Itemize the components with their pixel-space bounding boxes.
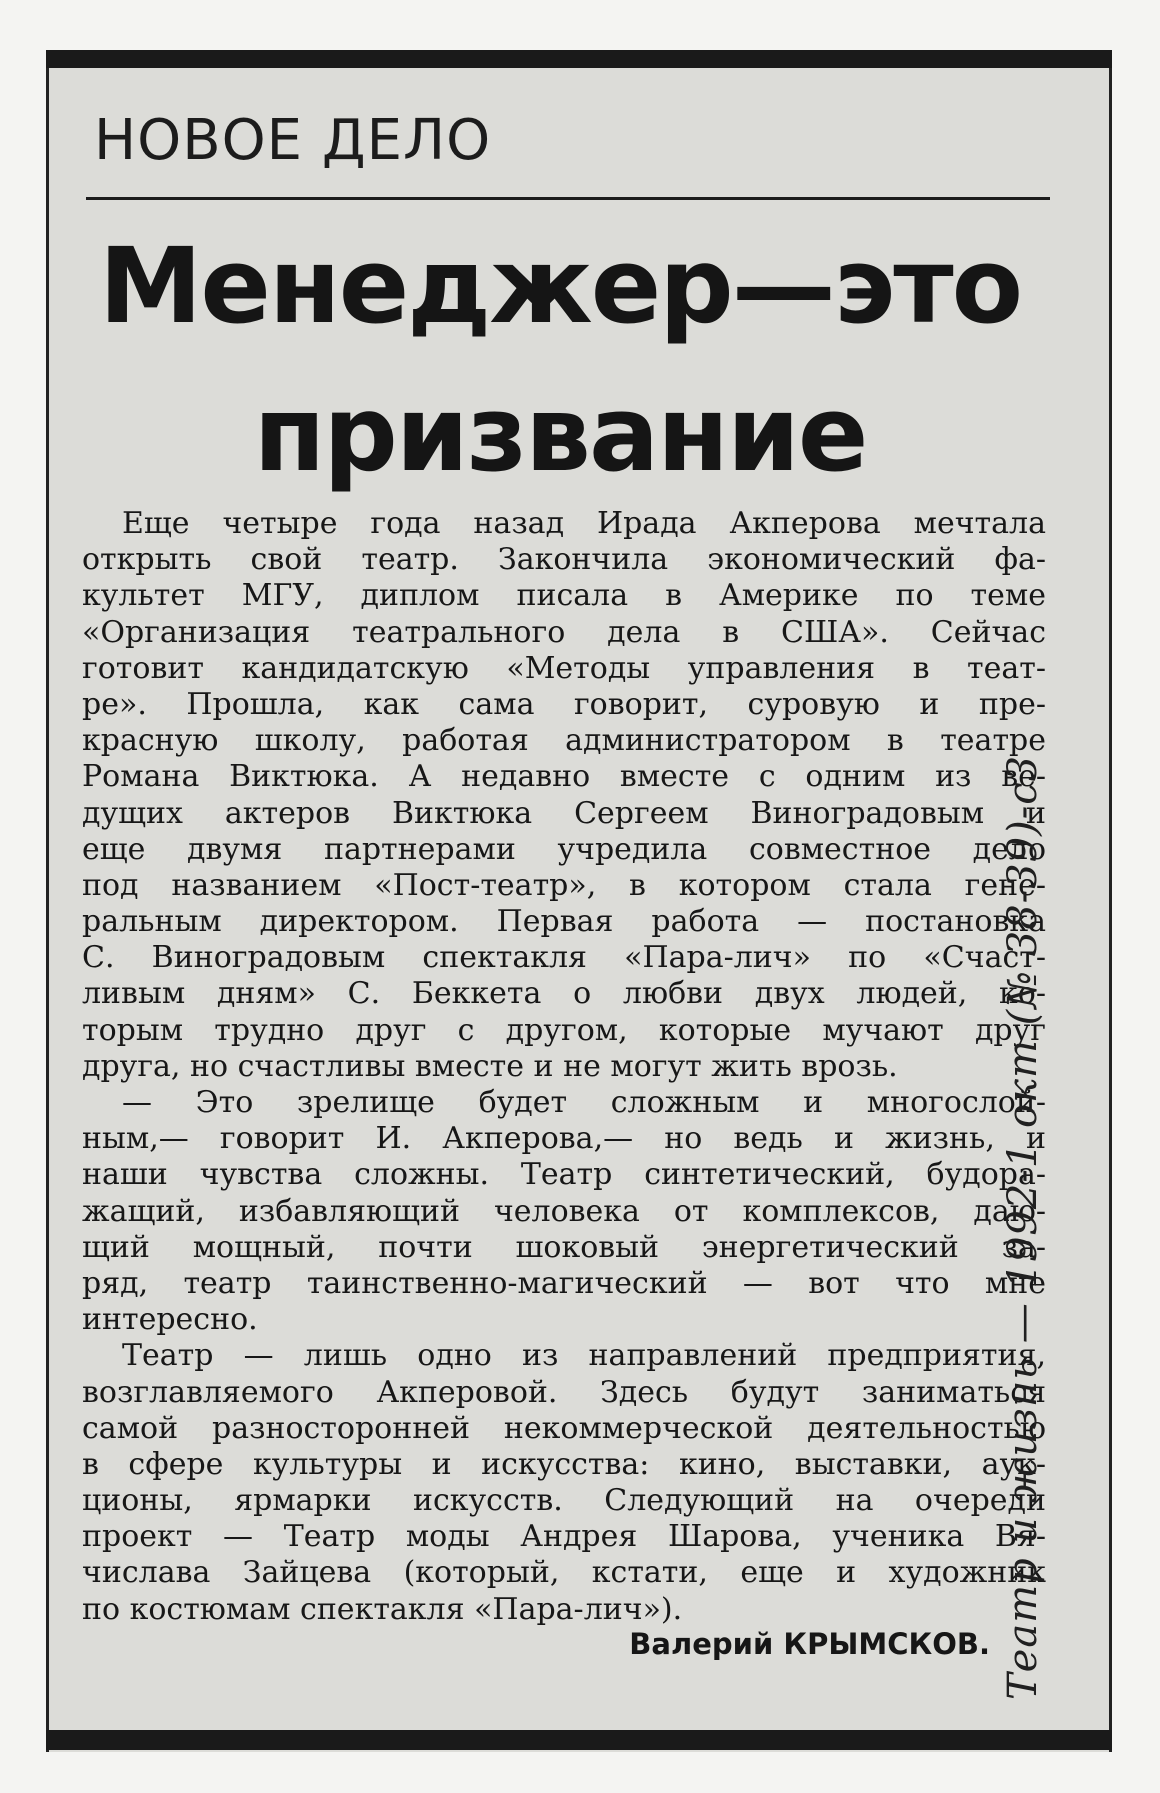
body-line: проект — Театр моды Андрея Шарова, ученика Вя- [82,1519,1046,1555]
article-body [82,506,1046,1628]
body-line: интересно. [82,1302,258,1338]
body-line: Романа Виктюка. А недавно вместе с одним из ве- [82,759,1046,795]
body-line: — Это зрелище будет сложным и многослой- [122,1085,1046,1120]
body-line: друга, но счастливы вместе и не могут жить врозь. [82,1048,898,1084]
handwritten-annotation: Театр и жизнь — 1992-1 окт (№ 38-39)-с3 [1000,754,1046,1700]
body-line: числава Зайцева (который, кстати, еще и художник [82,1555,1046,1591]
body-line: ливым дням» С. Беккета о любви двух людей, ко- [82,976,1046,1012]
top-border-bar [46,50,1112,68]
bottom-border-bar [46,1730,1112,1750]
author-byline: Валерий КРЫМСКОВ. [629,1627,990,1661]
body-line: возглавляемого Акперовой. Здесь будут заниматься [82,1374,1046,1410]
body-line: Театр — лишь одно из направлений предприятия, [122,1338,1046,1374]
body-line: ным,— говорит И. Акперова,— но ведь и жизнь, и [82,1121,1046,1157]
body-line: еще двумя партнерами учредила совместное дело [82,831,1046,867]
body-line: «Организация театрального дела в США». Сейчас [82,614,1046,650]
body-line: ряд, театр таинственно-магический — вот что мне [82,1265,1046,1301]
rubric-divider [86,197,1050,200]
body-line: по костюмам спектакля «Пара-лич»). [82,1591,683,1627]
body-line: под названием «Пост-театр», в котором стала гене- [82,867,1046,903]
body-line: жащий, избавляющий человека от комплексов, даю- [82,1193,1046,1229]
body-line: в сфере культуры и искусства: кино, выставки, аук- [82,1446,1046,1482]
body-line: открыть свой театр. Закончила экономический фа- [82,542,1046,578]
body-line: самой разносторонней некоммерческой деятельностью [82,1410,1046,1446]
body-line: Еще четыре года назад Ирада Акперова мечтала [122,506,1046,541]
article-headline [60,212,1060,508]
body-line: красную школу, работая администратором в театре [82,723,1046,759]
section-rubric: НОВОЕ ДЕЛО [94,108,492,173]
body-line: наши чувства сложны. Театр синтетический, будора- [82,1157,1046,1193]
body-line: готовит кандидатскую «Методы управления в теат- [82,650,1046,686]
body-line: торым трудно друг с другом, которые мучают друг [82,1012,1046,1048]
body-line: культет МГУ, диплом писала в Америке по теме [82,578,1046,614]
body-line: С. Виноградовым спектакля «Пара-лич» по «Счаст- [82,940,1046,976]
body-line: дущих актеров Виктюка Сергеем Виноградовым и [82,795,1046,831]
body-line: ционы, ярмарки искусств. Следующий на очереди [82,1483,1046,1519]
body-line: ре». Прошла, как сама говорит, суровую и пре- [82,686,1046,722]
body-line: щий мощный, почти шоковый энергетический за- [82,1229,1046,1265]
body-line: ральным директором. Первая работа — постановка [82,904,1046,940]
headline-text: Менеджер—это призвание [98,225,1022,495]
